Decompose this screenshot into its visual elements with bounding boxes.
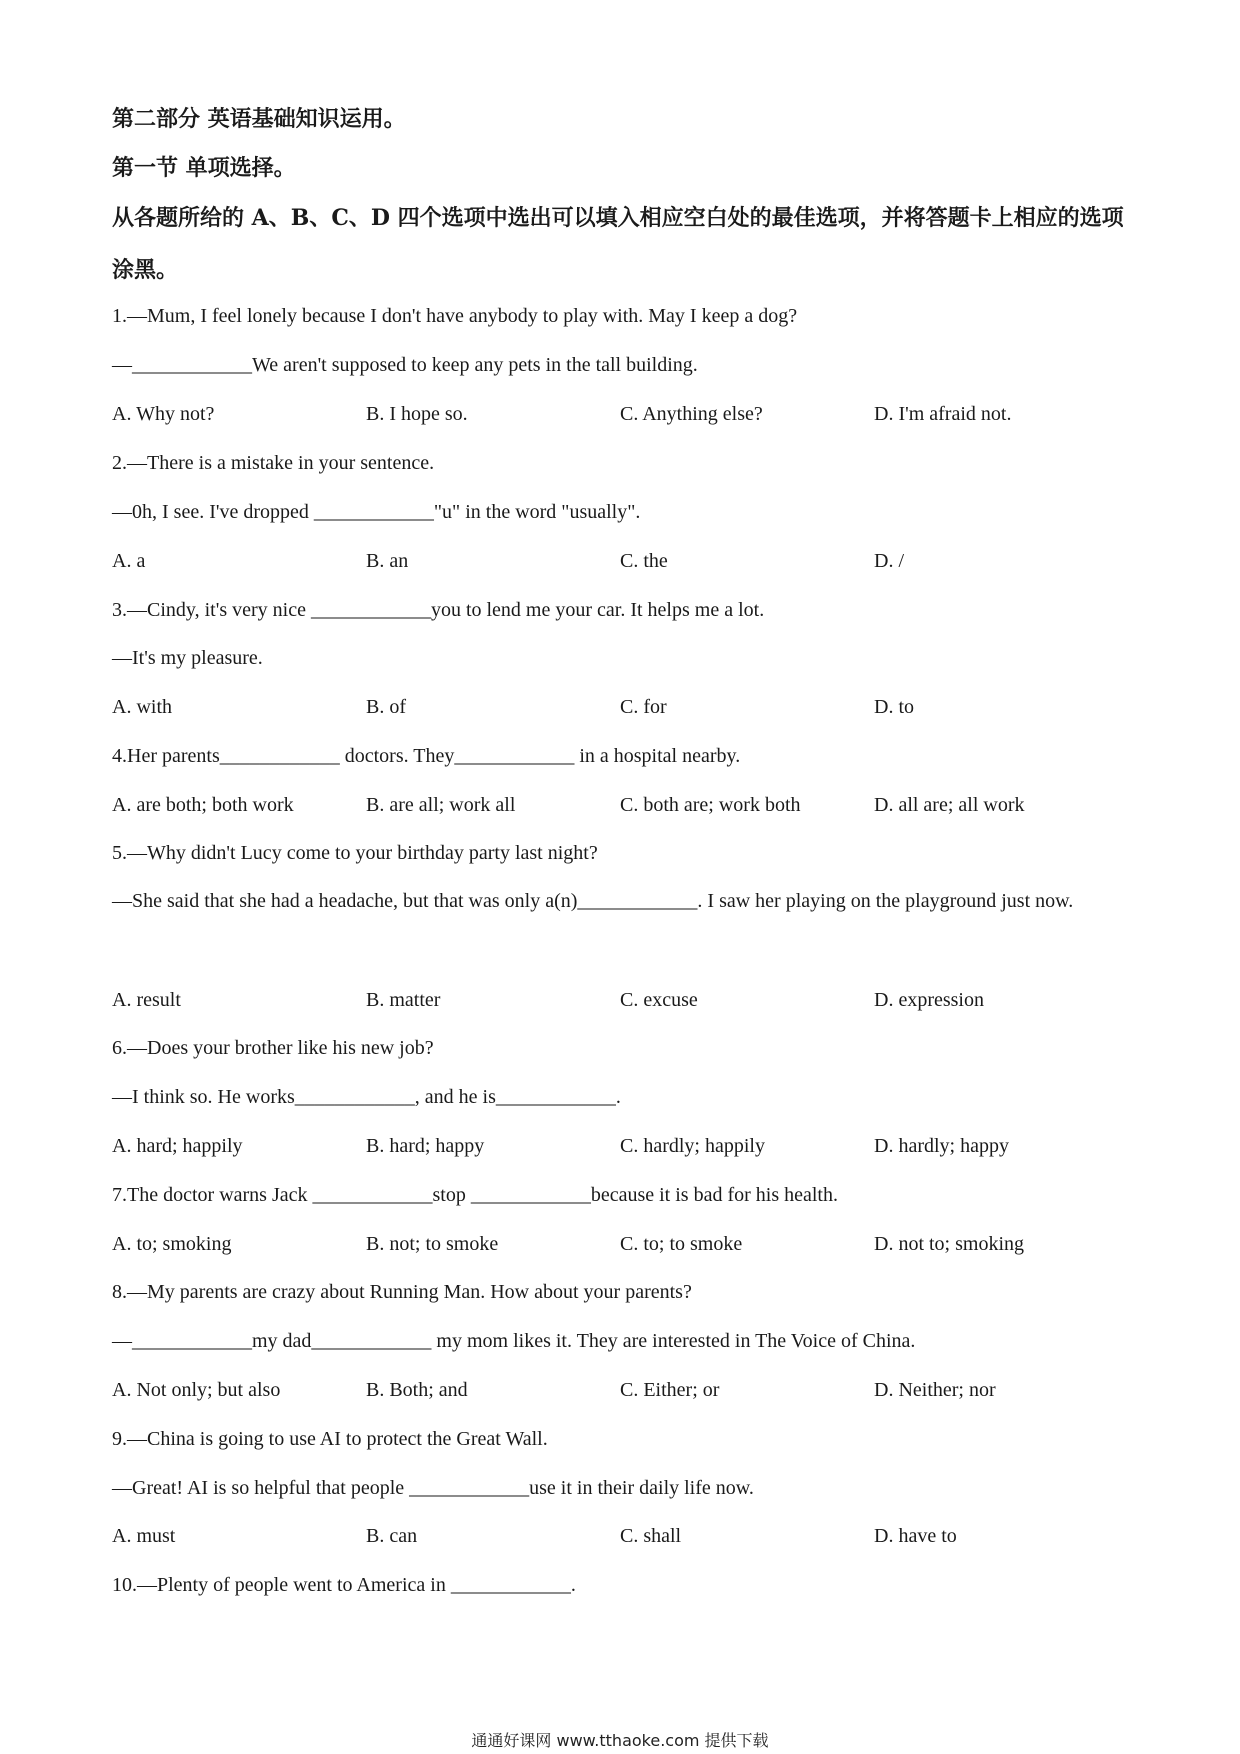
question-3-stem: 3.—Cindy, it's very nice ____________you to lend me your car. It helps me a lot.: [112, 599, 765, 621]
option-a: A. Not only; but also: [112, 1379, 281, 1401]
question-4-options: [112, 795, 1142, 819]
option-d: D. expression: [874, 989, 984, 1011]
option-c: C. Anything else?: [620, 403, 763, 425]
question-9-stem: 9.—China is going to use AI to protect the Great Wall.: [112, 1428, 548, 1450]
section-title: 第二部分 英语基础知识运用。: [112, 106, 406, 132]
option-a: A. Why not?: [112, 403, 215, 425]
option-a: A. are both; both work: [112, 794, 294, 816]
option-d: D. hardly; happy: [874, 1135, 1009, 1157]
question-6-options: [112, 1136, 1142, 1160]
question-6-reply: —I think so. He works____________, and he is____________.: [112, 1086, 621, 1108]
option-b: B. hard; happy: [366, 1135, 485, 1157]
question-2-stem: 2.—There is a mistake in your sentence.: [112, 452, 435, 474]
option-a: A. a: [112, 550, 146, 572]
option-c: C. for: [620, 696, 667, 718]
question-9-reply: —Great! AI is so helpful that people ____________use it in their daily life now.: [112, 1477, 754, 1499]
option-c: C. to; to smoke: [620, 1233, 743, 1255]
option-c: C. Either; or: [620, 1379, 720, 1401]
option-a: A. to; smoking: [112, 1233, 232, 1255]
option-b: B. not; to smoke: [366, 1233, 499, 1255]
option-b: B. I hope so.: [366, 403, 468, 425]
option-a: A. result: [112, 989, 181, 1011]
option-d: D. Neither; nor: [874, 1379, 996, 1401]
option-a: A. with: [112, 696, 172, 718]
option-c: C. shall: [620, 1525, 682, 1547]
option-b: B. an: [366, 550, 409, 572]
question-1-options: [112, 404, 1142, 428]
option-d: D. I'm afraid not.: [874, 403, 1012, 425]
question-6-stem: 6.—Does your brother like his new job?: [112, 1037, 434, 1059]
question-8-reply: —____________my dad____________ my mom likes it. They are interested in The Voice of China.: [112, 1330, 916, 1352]
question-3-options: [112, 697, 1142, 721]
option-c: C. both are; work both: [620, 794, 801, 816]
question-8-stem: 8.—My parents are crazy about Running Man. How about your parents?: [112, 1281, 692, 1303]
question-8-options: [112, 1380, 1142, 1404]
footer-watermark: 通通好课网 www.tthaoke.com 提供下载: [471, 1731, 769, 1750]
question-2-options: [112, 551, 1142, 575]
question-3-reply: —It's my pleasure.: [112, 647, 263, 669]
question-1-reply: —____________We aren't supposed to keep any pets in the tall building.: [112, 354, 698, 376]
option-a: A. must: [112, 1525, 176, 1547]
option-d: D. not to; smoking: [874, 1233, 1025, 1255]
question-1-stem: 1.—Mum, I feel lonely because I don't have anybody to play with. May I keep a dog?: [112, 305, 798, 327]
question-4-stem: 4.Her parents____________ doctors. They____________ in a hospital nearby.: [112, 745, 741, 767]
option-b: B. Both; and: [366, 1379, 468, 1401]
option-c: C. the: [620, 550, 668, 572]
option-b: B. are all; work all: [366, 794, 516, 816]
option-b: B. matter: [366, 989, 441, 1011]
option-a: A. hard; happily: [112, 1135, 243, 1157]
question-9-options: [112, 1526, 1142, 1550]
option-d: D. to: [874, 696, 914, 718]
option-c: C. excuse: [620, 989, 698, 1011]
question-10-stem: 10.—Plenty of people went to America in ____________.: [112, 1574, 576, 1596]
question-7-options: [112, 1234, 1142, 1258]
question-5-options: [112, 990, 1142, 1014]
option-d: D. all are; all work: [874, 794, 1025, 816]
option-b: B. can: [366, 1525, 418, 1547]
option-d: D. /: [874, 550, 904, 572]
option-d: D. have to: [874, 1525, 957, 1547]
option-c: C. hardly; happily: [620, 1135, 765, 1157]
question-2-reply: —0h, I see. I've dropped ____________"u" in the word "usually".: [112, 501, 641, 523]
question-7-stem: 7.The doctor warns Jack ____________stop ____________because it is bad for his health.: [112, 1184, 838, 1206]
subsection-title: 第一节 单项选择。: [112, 155, 296, 181]
question-5-stem: 5.—Why didn't Lucy come to your birthday party last night?: [112, 842, 598, 864]
instructions: 从各题所给的 A、B、C、D 四个选项中选出可以填入相应空白处的最佳选项，并将答题卡上相应的选项涂黑。: [112, 205, 1124, 283]
option-b: B. of: [366, 696, 406, 718]
question-5-reply: —She said that she had a headache, but that was only a(n)____________. I saw her playing on the playground just now.: [112, 890, 1074, 912]
